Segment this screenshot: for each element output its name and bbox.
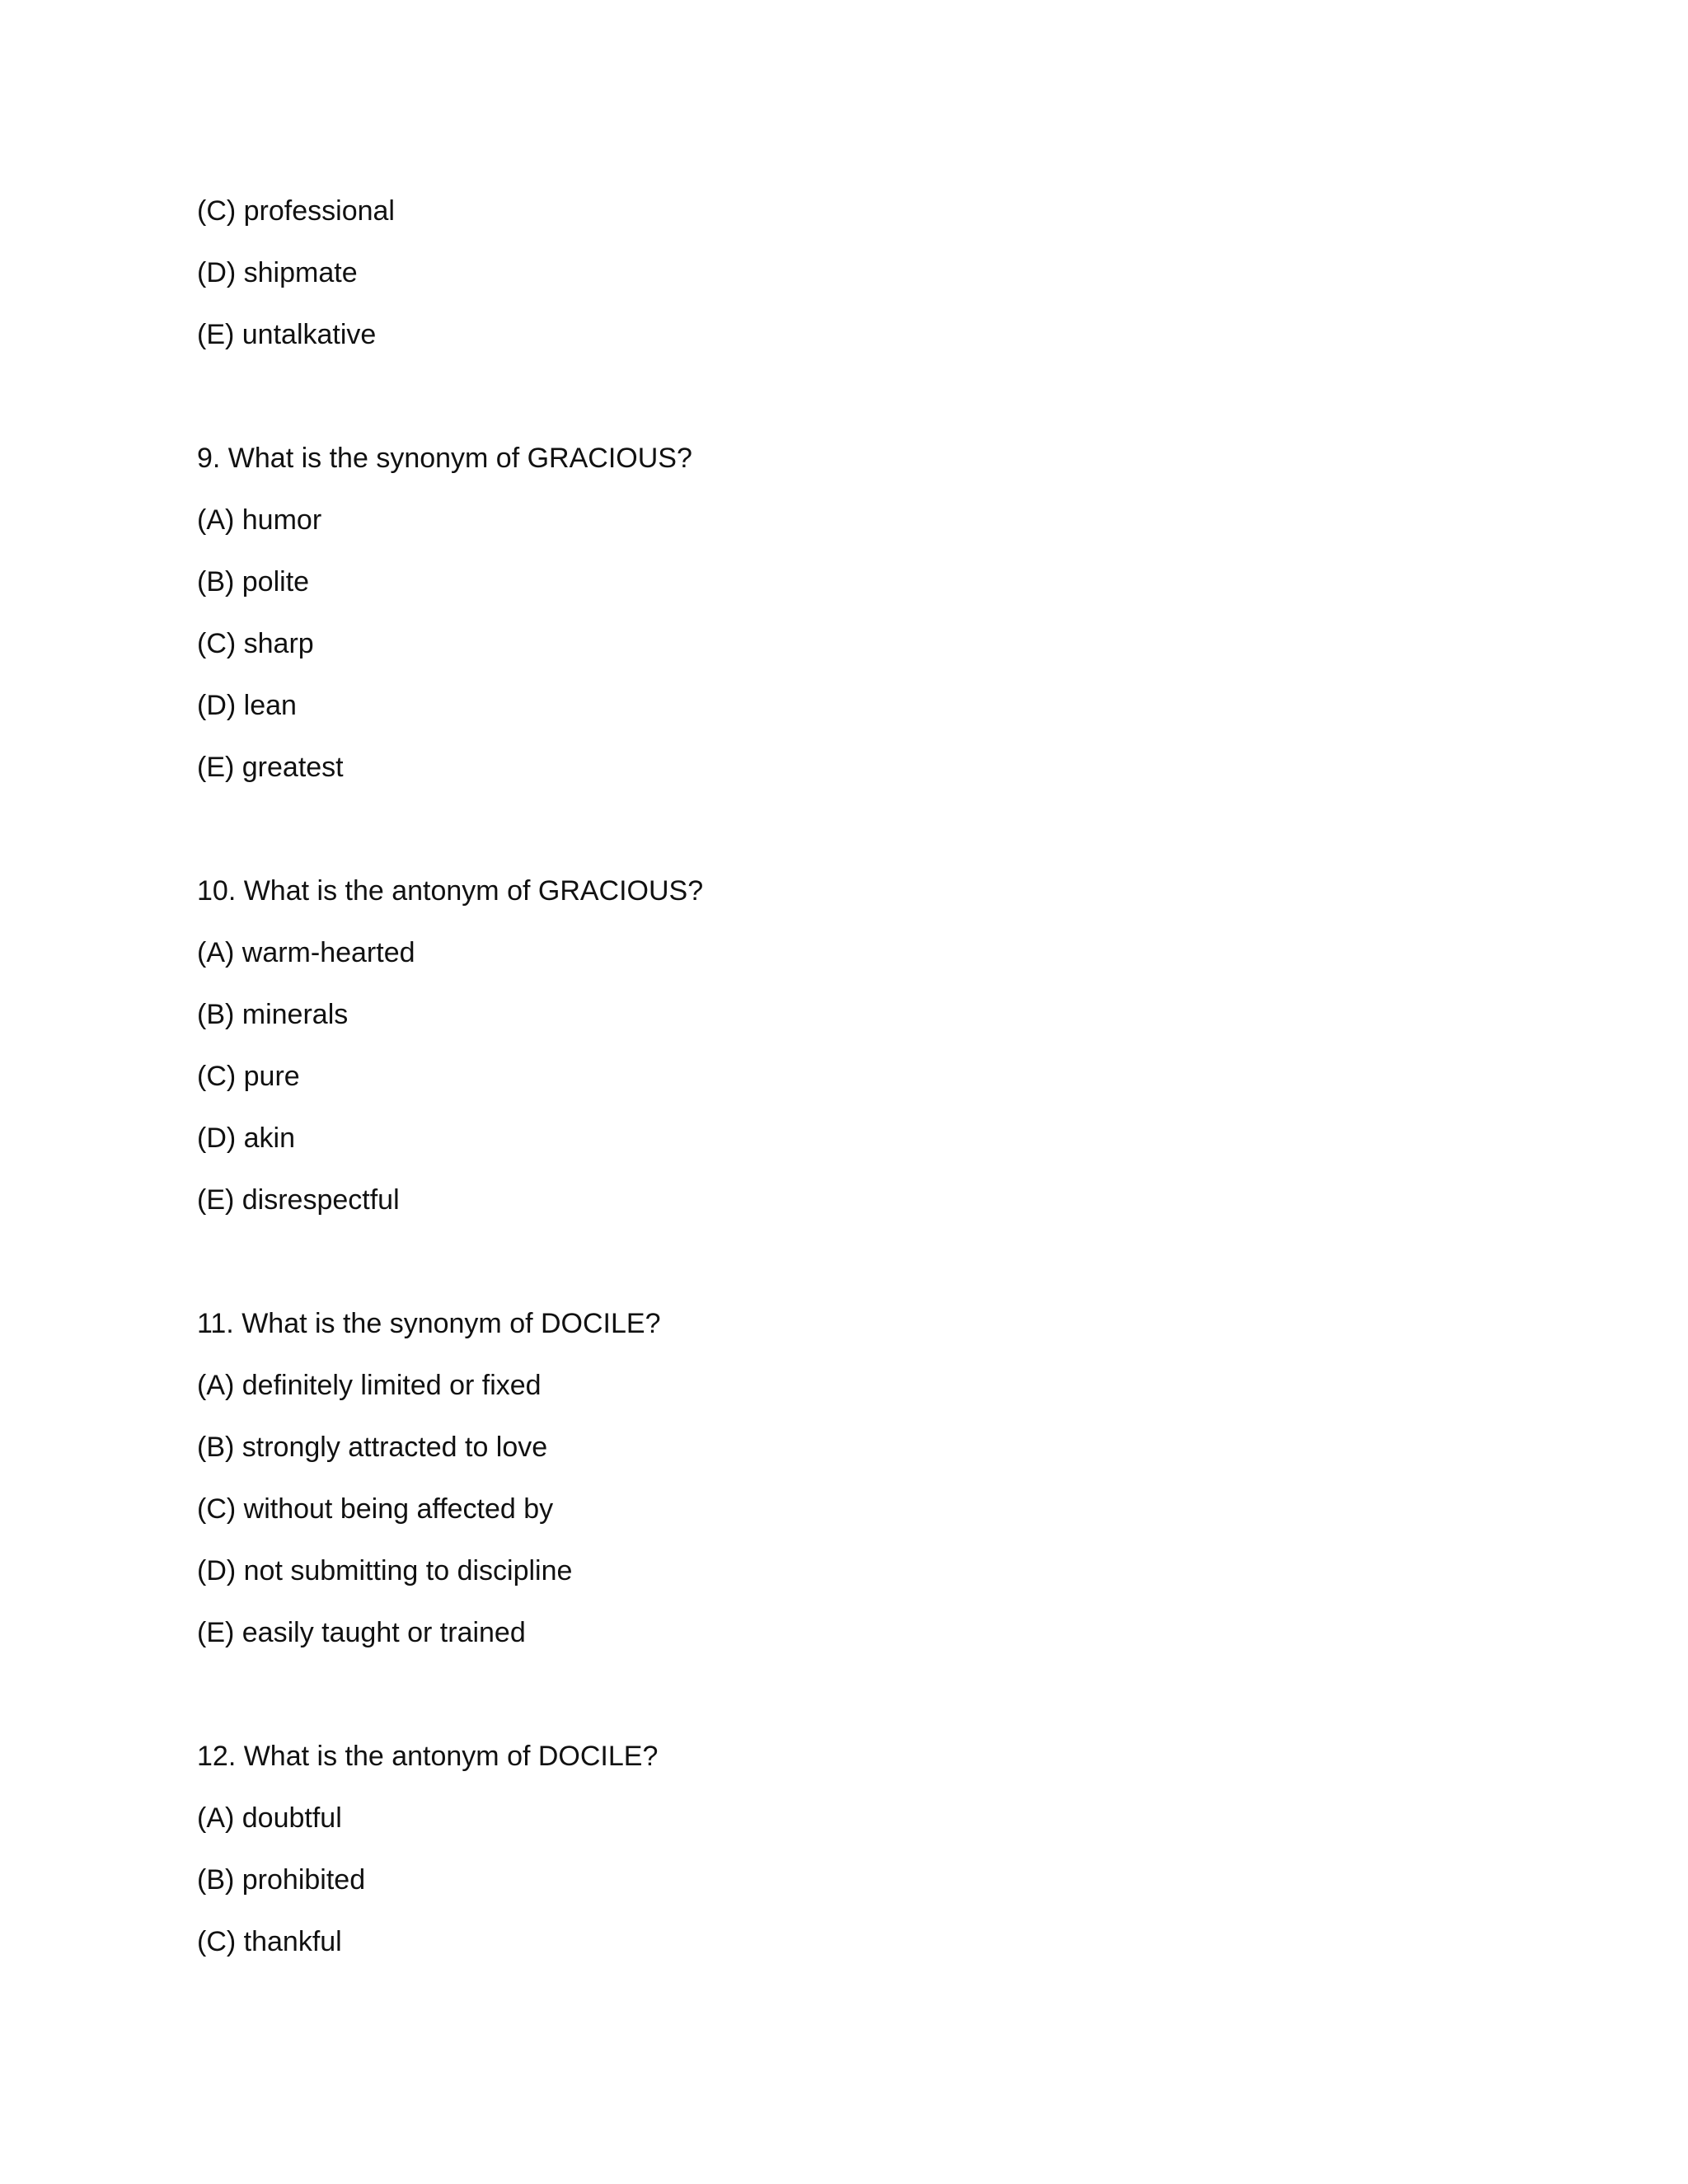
option-a: (A) humor <box>197 504 322 536</box>
spacer <box>197 1678 1516 1740</box>
spacer <box>197 1245 1516 1307</box>
spacer <box>197 813 1516 874</box>
option-c: (C) pure <box>197 1061 300 1092</box>
option-c: (C) without being affected by <box>197 1493 554 1525</box>
question-text: 9. What is the synonym of GRACIOUS? <box>197 443 692 474</box>
spacer <box>197 380 1516 442</box>
option-b: (B) minerals <box>197 999 349 1030</box>
option-b: (B) polite <box>197 566 310 598</box>
option-b: (B) prohibited <box>197 1864 366 1896</box>
option-d: (D) lean <box>197 690 297 721</box>
option-a: (A) definitely limited or fixed <box>197 1370 542 1401</box>
option-d: (D) shipmate <box>197 257 358 288</box>
option-e: (E) greatest <box>197 752 344 783</box>
option-d: (D) akin <box>197 1122 296 1154</box>
option-a: (A) warm-hearted <box>197 937 415 968</box>
continued-options <box>197 194 1516 351</box>
question-9 <box>197 442 1516 784</box>
option-a: (A) doubtful <box>197 1802 342 1834</box>
option-d: (D) not submitting to discipline <box>197 1555 573 1586</box>
option-c: (C) thankful <box>197 1926 342 1957</box>
question-11 <box>197 1307 1516 1649</box>
question-text: 11. What is the synonym of DOCILE? <box>197 1308 661 1339</box>
option-e: (E) disrespectful <box>197 1184 400 1216</box>
quiz-content <box>197 194 1516 1987</box>
option-e: (E) untalkative <box>197 319 377 350</box>
option-b: (B) strongly attracted to love <box>197 1432 548 1463</box>
option-c: (C) professional <box>197 195 395 227</box>
option-e: (E) easily taught or trained <box>197 1617 526 1648</box>
question-12 <box>197 1740 1516 1958</box>
question-10 <box>197 874 1516 1216</box>
question-text: 12. What is the antonym of DOCILE? <box>197 1741 659 1772</box>
question-text: 10. What is the antonym of GRACIOUS? <box>197 875 704 907</box>
option-c: (C) sharp <box>197 628 314 659</box>
